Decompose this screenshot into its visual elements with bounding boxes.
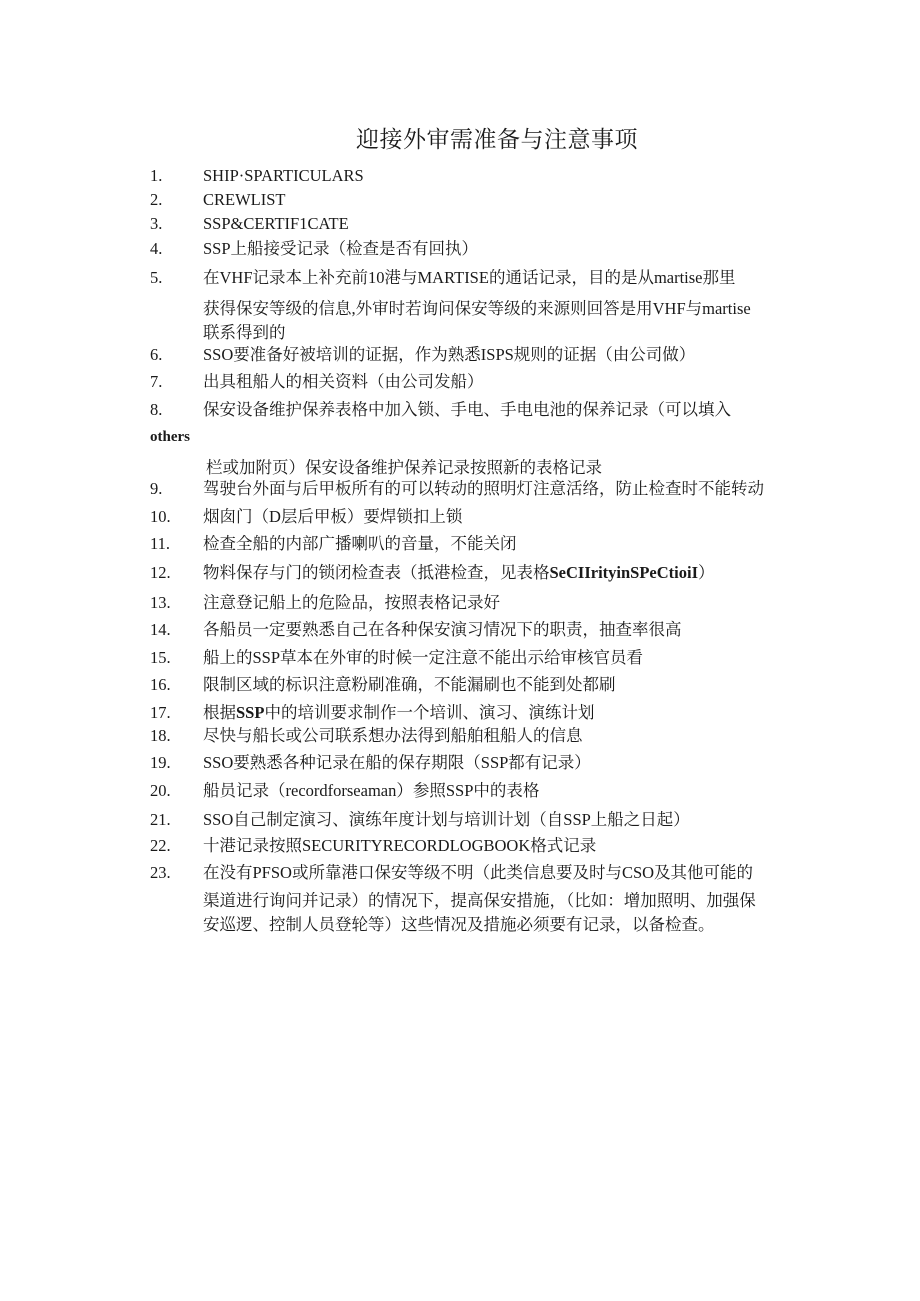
item-number: 1.: [150, 166, 163, 185]
item-text: 烟囱门（D层后甲板）要焊锁扣上锁: [203, 507, 463, 526]
item-text: 物料保存与门的锁闭检查表（抵港检查，见表格: [203, 563, 550, 582]
item-text: 各船员一定要熟悉自己在各种保安演习情况下的职责，抽查率很高: [203, 620, 682, 639]
item-number: 22.: [150, 836, 171, 855]
item-text-block: [203, 861, 853, 938]
item-text: 检查全船的内部广播喇叭的音量，不能关闭: [203, 534, 517, 553]
item-text: SSO自己制定演习、演练年度计划与培训计划（自SSP上船之日起）: [203, 810, 690, 829]
item-text-continued: 栏或加附页）保安设备维护保养记录按照新的表格记录: [206, 458, 602, 477]
item-text-block: [203, 266, 853, 346]
item-text: SSO要准备好被培训的证据，作为熟悉ISPS规则的证据（由公司做）: [203, 345, 696, 364]
item-text: 中的培训要求制作一个培训、演习、演练计划: [264, 703, 595, 722]
item-text: CREWLIST: [203, 190, 286, 209]
item-text: 船上的SSP草本在外审的时候一定注意不能出示给审核官员看: [203, 648, 644, 667]
item-text: SSP上船接受记录（检查是否有回执）: [203, 239, 479, 258]
item-text-block: [203, 701, 853, 726]
item-text: 注意登记船上的危险品，按照表格记录好: [203, 593, 500, 612]
item-text: 驾驶台外面与后甲板所有的可以转动的照明灯注意活络，防止检查时不能转动: [203, 479, 764, 498]
item-text: 十港记录按照SECURITYRECORDLOGBOOK格式记录: [203, 836, 597, 855]
item-text: SSP&CERTIF1CATE: [203, 214, 349, 233]
item-number: 16.: [150, 675, 171, 694]
item-number: 11.: [150, 534, 171, 553]
item-text: 船员记录（recordforseaman）参照SSP中的表格: [203, 781, 540, 800]
item-text: 在VHF记录本上补充前10港与MARTISE的通话记录，目的是从martise那里: [203, 268, 736, 287]
item-number: 9.: [150, 479, 163, 498]
item-text-continued: 渠道进行询问并记录）的情况下，提高保安措施，（比如：增加照明、加强保: [203, 890, 756, 910]
item-number: 7.: [150, 372, 163, 391]
item-text: 限制区域的标识注意粉刷准确，不能漏刷也不能到处都刷: [203, 675, 616, 694]
item-text-continued: 获得保安等级的信息,外审时若询问保安等级的来源则回答是用VHF与martise: [203, 298, 751, 318]
item-text: 保安设备维护保养表格中加入锁、手电、手电电池的保养记录（可以填入: [203, 400, 731, 419]
item-number: 19.: [150, 753, 171, 772]
item-text: ）: [698, 563, 715, 582]
item-text-block: [203, 561, 853, 586]
item-number: 23.: [150, 863, 171, 882]
item-text: SSO要熟悉各种记录在船的保存期限（SSP都有记录）: [203, 753, 591, 772]
item-text-bold: SSP: [236, 703, 265, 722]
item-text-bold: SeCIIrityinSPeCtioiI: [549, 563, 698, 582]
item-number: 13.: [150, 593, 171, 612]
item-text: 根据: [203, 703, 236, 722]
item-text: SHIP·SPARTICULARS: [203, 166, 364, 185]
item-text: 出具租船人的相关资料（由公司发船）: [203, 372, 484, 391]
item-number: 21.: [150, 810, 171, 829]
item-text-others: others: [150, 429, 190, 445]
item-number: 10.: [150, 507, 171, 526]
item-number: 3.: [150, 214, 163, 233]
item-number: 4.: [150, 239, 163, 258]
item-number: 20.: [150, 781, 171, 800]
item-number: 18.: [150, 726, 171, 745]
item-number: 12.: [150, 563, 171, 582]
item-number: 5.: [150, 268, 163, 287]
item-number: 2.: [150, 190, 163, 209]
item-number: 14.: [150, 620, 171, 639]
item-text-continued: 安巡逻、控制人员登轮等）这些情况及措施必须要有记录，以备检查。: [203, 915, 715, 934]
item-text: 在没有PFSO或所靠港口保安等级不明（此类信息要及时与CSO及其他可能的: [203, 863, 754, 882]
item-number: 8.: [150, 400, 163, 419]
item-number: 15.: [150, 648, 171, 667]
item-number: 6.: [150, 345, 163, 364]
item-text: 尽快与船长或公司联系想办法得到船舶租船人的信息: [203, 726, 583, 745]
item-text-continued: 联系得到的: [203, 323, 286, 342]
item-number: 17.: [150, 703, 171, 722]
page-title: 迎接外审需准备与注意事项: [356, 127, 638, 152]
